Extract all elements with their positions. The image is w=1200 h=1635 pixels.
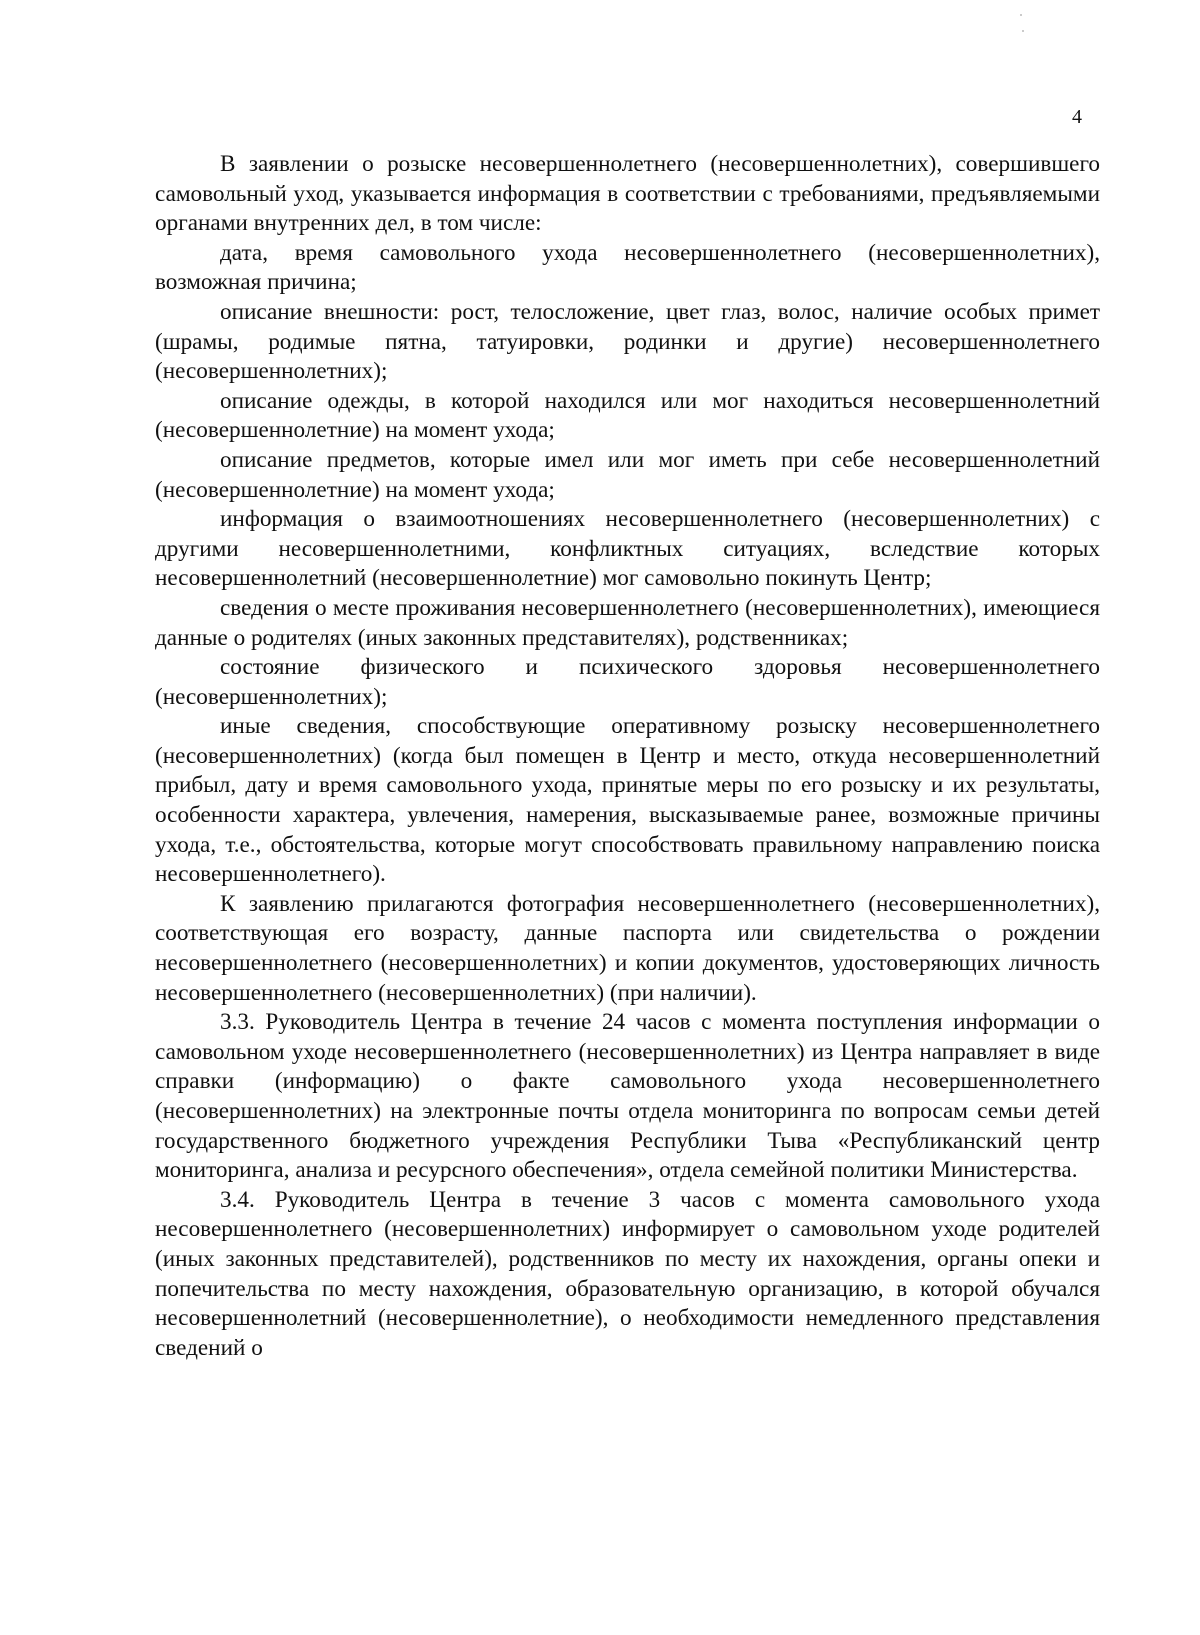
paragraph-relationships: информация о взаимоотношениях несовершеннолетнего (несовершеннолетних) с другими несовершеннолетними, конфликтных ситуациях, вследствие которых несовершеннолетний (несовершеннолетние) мог самовольно покинуть Центр; [155, 506, 1100, 592]
paragraph-health: состояние физического и психического здоровья несовершеннолетнего (несовершеннолетних); [155, 654, 1100, 710]
paragraph-residence: сведения о месте проживания несовершеннолетнего (несовершеннолетних), имеющиеся данные о родителях (иных законных представителях), родственниках; [155, 594, 1100, 651]
scan-speck [1022, 30, 1024, 32]
paragraph-search-statement: В заявлении о розыске несовершеннолетнего (несовершеннолетних), совершившего самовольный уход, указывается информация в соответствии с требованиями, предъявляемыми органами внутренних дел, в том числе: [155, 151, 1100, 237]
page-number: 4 [1072, 106, 1082, 128]
paragraph-date-time: дата, время самовольного ухода несовершеннолетнего (несовершеннолетних), возможная причина; [155, 239, 1100, 296]
document-body [155, 150, 1100, 1363]
paragraph-attachments: К заявлению прилагаются фотография несовершеннолетнего (несовершеннолетних), соответствующая его возрасту, данные паспорта или свидетельства о рождении несовершеннолетнего (несовершеннолетних) и копии документов, удостоверяющих личность несовершеннолетнего (несовершеннолетних) (при наличии). [155, 890, 1100, 1006]
scan-speck [1020, 14, 1022, 16]
paragraph-clothing: описание одежды, в которой находился или мог находиться несовершеннолетний (несовершеннолетние) на момент ухода; [155, 387, 1100, 444]
paragraph-items: описание предметов, которые имел или мог иметь при себе несовершеннолетний (несовершеннолетние) на момент ухода; [155, 446, 1100, 503]
paragraph-other-info: иные сведения, способствующие оперативному розыску несовершеннолетнего (несовершеннолетних) (когда был помещен в Центр и место, откуда несовершеннолетний прибыл, дату и время самовольного ухода, принятые меры по его розыску и их результаты, особенности характера, увлечения, намерения, высказываемые ранее, возможные причины ухода, т.е., обстоятельства, которые могут способствовать правильному направлению поиска несовершеннолетнего). [155, 713, 1100, 888]
paragraph-appearance: описание внешности: рост, телосложение, цвет глаз, волос, наличие особых примет (шрамы, родимые пятна, татуировки, родинки и другие) несовершеннолетнего (несовершеннолетних); [155, 298, 1100, 385]
paragraph-section-3-3: 3.3. Руководитель Центра в течение 24 часов с момента поступления информации о самовольном уходе несовершеннолетнего (несовершеннолетних) из Центра направляет в виде справки (информацию) о факте самовольного ухода несовершеннолетнего (несовершеннолетних) на электронные почты отдела мониторинга по вопросам семьи детей государственного бюджетного учреждения Республики Тыва «Республиканский центр мониторинга, анализа и ресурсного обеспечения», отдела семейной политики Министерства. [155, 1009, 1100, 1184]
paragraph-section-3-4: 3.4. Руководитель Центра в течение 3 часов с момента самовольного ухода несовершеннолетнего (несовершеннолетних) информирует о самовольном уходе родителей (иных законных представителей), родственников по месту их нахождения, органы опеки и попечительства по месту нахождения, образовательную организацию, в которой обучался несовершеннолетний (несовершеннолетние), о необходимости немедленного представления сведений о [155, 1186, 1100, 1361]
